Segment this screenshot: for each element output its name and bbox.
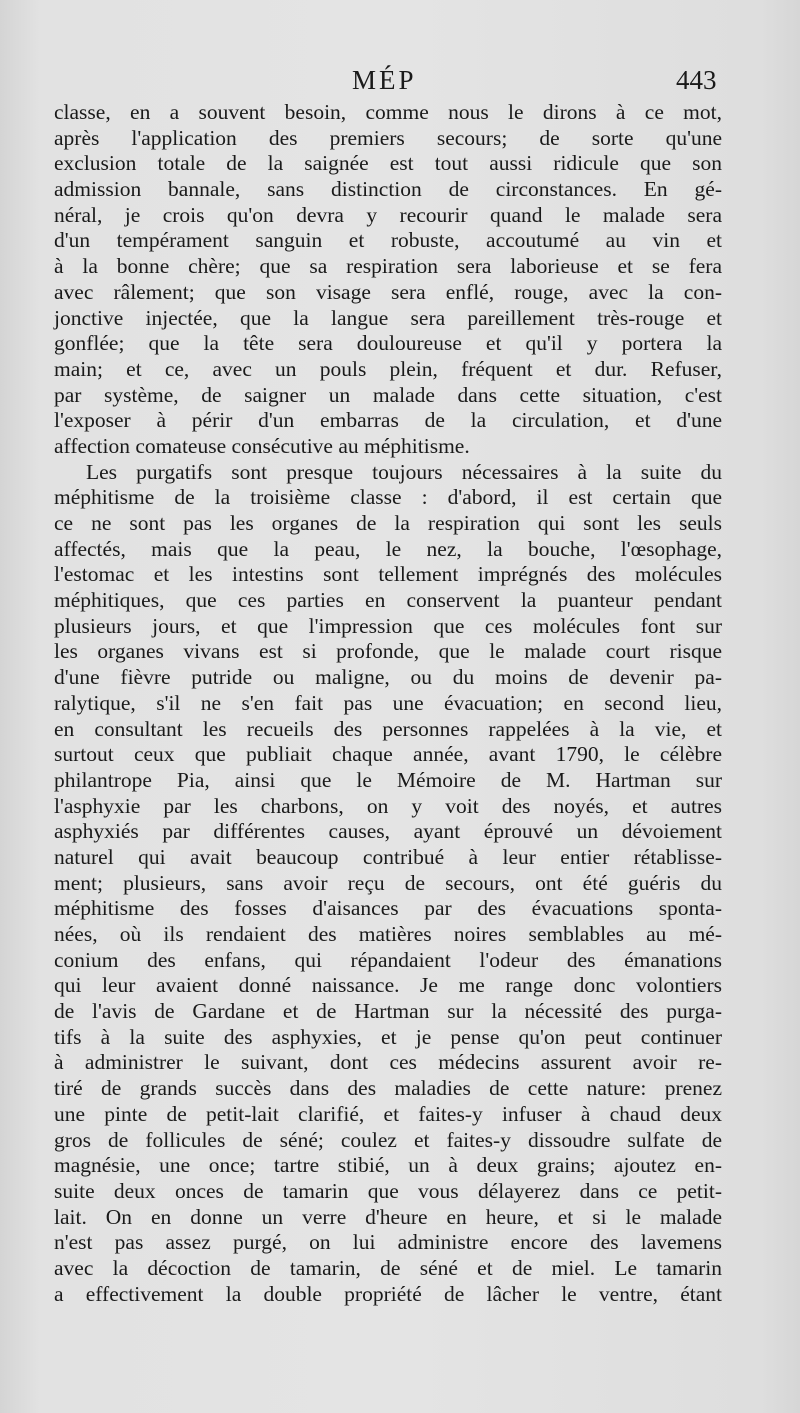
text-line: jonctive injectée, que la langue sera pareillement très-rouge et — [54, 305, 722, 330]
text-line: gonflée; que la tête sera douloureuse et qu'il y portera la — [54, 331, 722, 356]
text-line: nées, où ils rendaient des matières noires semblables au mé- — [54, 922, 722, 946]
text-line: néral, je crois qu'on devra y recourir quand le malade sera — [54, 202, 722, 227]
text-line: magnésie, une once; tartre stibié, un à deux grains; ajoutez en- — [54, 1153, 722, 1178]
text-line: à administrer le suivant, dont ces médecins assurent avoir re- — [54, 1050, 722, 1075]
text-line: après l'application des premiers secours; de sorte qu'une — [54, 125, 722, 150]
text-line: à la bonne chère; que sa respiration sera laborieuse et se fera — [54, 254, 722, 279]
text-line: lait. On en donne un verre d'heure en heure, et si le malade — [54, 1204, 722, 1229]
text-line: méphitisme de la troisième classe : d'abord, il est certain que — [54, 485, 722, 510]
page-number: 443 — [676, 65, 717, 95]
text-line: admission bannale, sans distinction de circonstances. En gé- — [54, 177, 722, 202]
body-text — [54, 100, 722, 1307]
text-line: Les purgatifs sont presque toujours nécessaires à la suite du — [86, 459, 722, 484]
text-line: gros de follicules de séné; coulez et faites-y dissoudre sulfate de — [54, 1127, 722, 1152]
text-line: en consultant les recueils des personnes rappelées à la vie, et — [54, 716, 722, 741]
text-line: exclusion totale de la saignée est tout aussi ridicule que son — [54, 151, 722, 176]
text-line: une pinte de petit-lait clarifié, et faites-y infuser à chaud deux — [54, 1101, 722, 1126]
text-line: naturel qui avait beaucoup contribué à leur entier rétablisse- — [54, 844, 722, 869]
text-line: affection comateuse consécutive au méphitisme. — [54, 433, 470, 458]
text-line: conium des enfans, qui répandaient l'odeur des émanations — [54, 947, 722, 972]
text-line: tiré de grands succès dans des maladies de cette nature: prenez — [54, 1076, 722, 1101]
text-line: plusieurs jours, et que l'impression que ces molécules font sur — [54, 613, 722, 638]
text-line: classe, en a souvent besoin, comme nous le dirons à ce mot, — [54, 100, 722, 124]
text-line: avec râlement; que son visage sera enflé, rouge, avec la con- — [54, 279, 722, 304]
text-line: méphitisme des fosses d'aisances par des évacuations sponta- — [54, 896, 722, 921]
text-line: par système, de saigner un malade dans cette situation, c'est — [54, 382, 722, 407]
text-line: avec la décoction de tamarin, de séné et de miel. Le tamarin — [54, 1255, 722, 1280]
running-title: MÉP — [352, 65, 417, 95]
text-line: les organes vivans est si profonde, que le malade court risque — [54, 639, 722, 664]
text-line: l'asphyxie par les charbons, on y voit des noyés, et autres — [54, 793, 722, 818]
text-line: philantrope Pia, ainsi que le Mémoire de M. Hartman sur — [54, 767, 722, 792]
text-line: asphyxiés par différentes causes, ayant éprouvé un dévoiement — [54, 819, 722, 844]
text-line: de l'avis de Gardane et de Hartman sur la nécessité des purga- — [54, 999, 722, 1024]
text-line: ce ne sont pas les organes de la respiration qui sont les seuls — [54, 511, 722, 535]
text-line: l'estomac et les intestins sont tellement imprégnés des molécules — [54, 562, 722, 587]
text-line: l'exposer à périr d'un embarras de la circulation, et d'une — [54, 408, 722, 433]
text-line: main; et ce, avec un pouls plein, fréquent et dur. Refuser, — [54, 356, 722, 381]
running-head — [0, 62, 800, 98]
text-line: a effectivement la double propriété de lâcher le ventre, étant — [54, 1281, 722, 1306]
text-line: ralytique, s'il ne s'en fait pas une évacuation; en second lieu, — [54, 690, 722, 715]
text-line: affectés, mais que la peau, le nez, la bouche, l'œsophage, — [54, 536, 722, 561]
text-line: surtout ceux que publiait chaque année, avant 1790, le célèbre — [54, 742, 722, 767]
text-line: n'est pas assez purgé, on lui administre encore des lavemens — [54, 1230, 722, 1255]
text-line: suite deux onces de tamarin que vous délayerez dans ce petit- — [54, 1178, 722, 1203]
text-line: qui leur avaient donné naissance. Je me range donc volontiers — [54, 973, 722, 998]
text-line: ment; plusieurs, sans avoir reçu de secours, ont été guéris du — [54, 870, 722, 895]
text-line: d'un tempérament sanguin et robuste, accoutumé au vin et — [54, 228, 722, 253]
text-line: méphitiques, que ces parties en conservent la puanteur pendant — [54, 588, 722, 613]
text-line: tifs à la suite des asphyxies, et je pense qu'on peut continuer — [54, 1024, 722, 1049]
text-line: d'une fièvre putride ou maligne, ou du moins de devenir pa- — [54, 665, 722, 690]
